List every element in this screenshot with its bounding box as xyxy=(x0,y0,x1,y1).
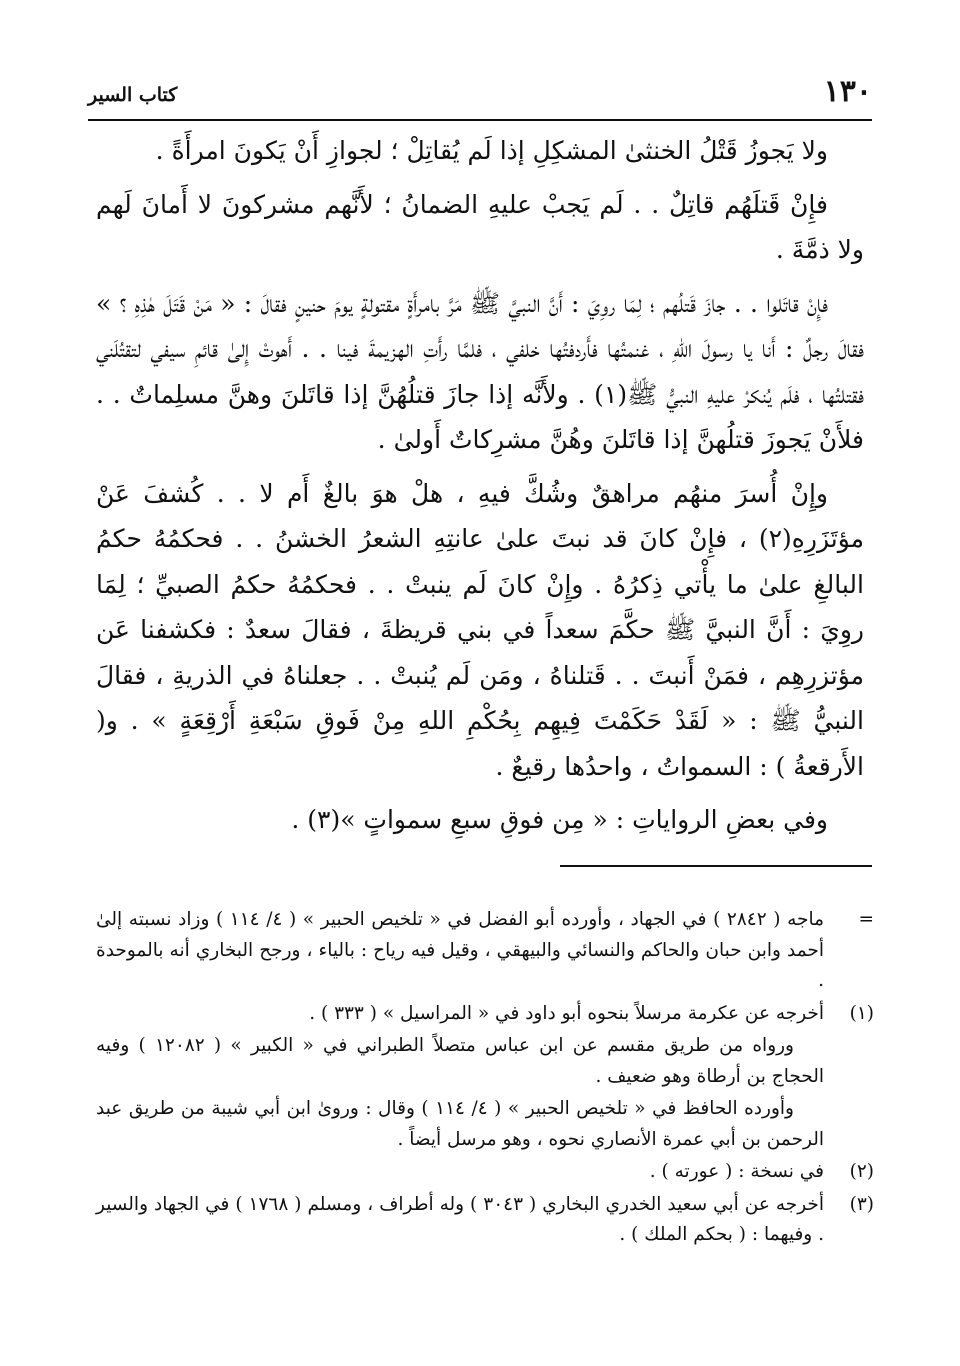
footnotes xyxy=(96,905,874,1253)
paragraph: وفي بعضِ الرواياتِ : « مِن فوقِ سبعِ سمواتٍ »(٣) . xyxy=(291,805,828,834)
footnote-2 xyxy=(96,1157,874,1188)
footnote-1-continuation: وأورده الحافظ في « تلخيص الحبير » ( ٤/ ١١٤ ) وقال : وروىٰ ابن أبي شيبة من طريق عبد الرحمن بن أبي عمرة الأنصاري نحوه ، وهو مرسل أيضاً . xyxy=(96,1098,824,1150)
footnote-marker: = xyxy=(858,909,874,930)
header-rule xyxy=(88,119,872,121)
footnote-1 xyxy=(96,999,874,1030)
footnote-marker: (٣) xyxy=(849,1193,874,1215)
main-text xyxy=(96,128,864,851)
footnote-separator xyxy=(560,865,872,867)
footnote-marker: (١) xyxy=(849,1002,874,1024)
page-header xyxy=(88,70,872,116)
footnote-carryover xyxy=(96,905,874,997)
footnote-1-continuation: ورواه من طريق مقسم عن ابن عباس متصلاً الطبراني في « الكبير » ( ١٢٠٨٢ ) وفيه الحجاج بن أرطاة وهو ضعيف . xyxy=(96,1035,824,1087)
footnote-3 xyxy=(96,1190,874,1251)
running-title: كتاب السير xyxy=(88,84,178,106)
paragraph: ولا يَجوزُ قَتْلُ الخنثىٰ المشكِلِ إذا لَم يُقاتِلْ ؛ لجوازِ أَنْ يَكونَ امرأَةً . xyxy=(155,136,828,165)
paragraph: فإِنْ قَتلَهُم قاتِلٌ . . لَم يَجبْ عليهِ الضمانُ ؛ لأَنَّهم مشركونَ لا أَمانَ لَهم ولا ذمَّةَ . xyxy=(96,189,864,264)
footnote-text: أخرجه عن أبي سعيد الخدري البخاري ( ٣٠٤٣ ) وله أطراف ، ومسلم ( ١٧٦٨ ) في الجهاد والسير . وفيهما : ( بحكم الملك ) . xyxy=(96,1193,825,1245)
footnote-text: أخرجه عن عكرمة مرسلاً بنحوه أبو داود في « المراسيل » ( ٣٣٣ ) . xyxy=(309,1002,824,1024)
footnote-text: ماجه ( ٢٨٤٢ ) في الجهاد ، وأورده أبو الفضل في « تلخيص الحبير » ( ٤/ ١١٤ ) وزاد نسبته إلىٰ أحمد وابن حبان والحاكم والنسائي والبيهقي ، وقيل فيه رياح : بالياء ، ورجح البخاري أنه بالموحدة . xyxy=(96,909,824,991)
footnote-marker: (٢) xyxy=(849,1161,874,1182)
paragraph: فإِنْ قاتَلوا . . جازَ قَتلُهم ؛ لِمَا روِيَ : أَنَّ النبيَّ ﷺ مَرَّ بامرأَةٍ مقتولةٍ يومَ حنينٍ فقالَ : « مَنْ قَتَلَ هٰذِهِ ؟ » فقالَ رجلٌ : أَنا يا رسولَ اللهِ ، غنمتُها فأَردفتُها خلفي ، فلمَّا رأَتِ الهزيمةَ فينا . . أَهوتْ إِلىٰ قائمِ سيفي لتقتُلَني فقتلتُها ، فلَم يُنكرْ عليهِ النبيُّ ﷺ(١) . ولأَنَّه إذا جازَ قتلُهُنَّ إذا قاتَلنَ وهنَّ مسلِماتٌ . . فلأَنْ يَجوزَ قتلُهنَّ إذا قاتَلنَ وهُنَّ مشرِكاتٌ أَولىٰ . xyxy=(96,288,864,454)
page-number: ١٣٠ xyxy=(823,74,872,109)
paragraph: وإِنْ أُسرَ منهُم مراهقٌ وشُكَّ فيهِ ، هلْ هوَ بالغٌ أَم لا . . كُشفَ عَنْ مؤتَزَرِهِ(٢) ، فإِنْ كانَ قد نبتَ علىٰ عانتِهِ الشعرُ الخشنُ . . فحكمُهُ حكمُ البالغِ علىٰ ما يأْتي ذِكرُهُ . وإِنْ كانَ لَم ينبتْ . . فحكمُهُ حكمُ الصبيِّ ؛ لِمَا روِيَ : أَنَّ النبيَّ ﷺ حكَّمَ سعداً في بني قريظةَ ، فقالَ سعدٌ : فكشفنا عَن مؤتزرِهِم ، فمَنْ أَنبتَ . . قَتلناهُ ، ومَن لَم يُنبتْ . . جعلناهُ في الذريةِ ، فقالَ النبيُّ ﷺ : « لَقَدْ حَكَمْتَ فِيهِم بِحُكْمِ اللهِ مِنْ فَوقِ سَبْعَةِ أَرْقِعَةٍ » . و( الأَرقعةُ ) : السمواتُ ، واحدُها رقيعٌ . xyxy=(96,478,864,781)
footnote-text: في نسخة : ( عورته ) . xyxy=(649,1161,824,1182)
